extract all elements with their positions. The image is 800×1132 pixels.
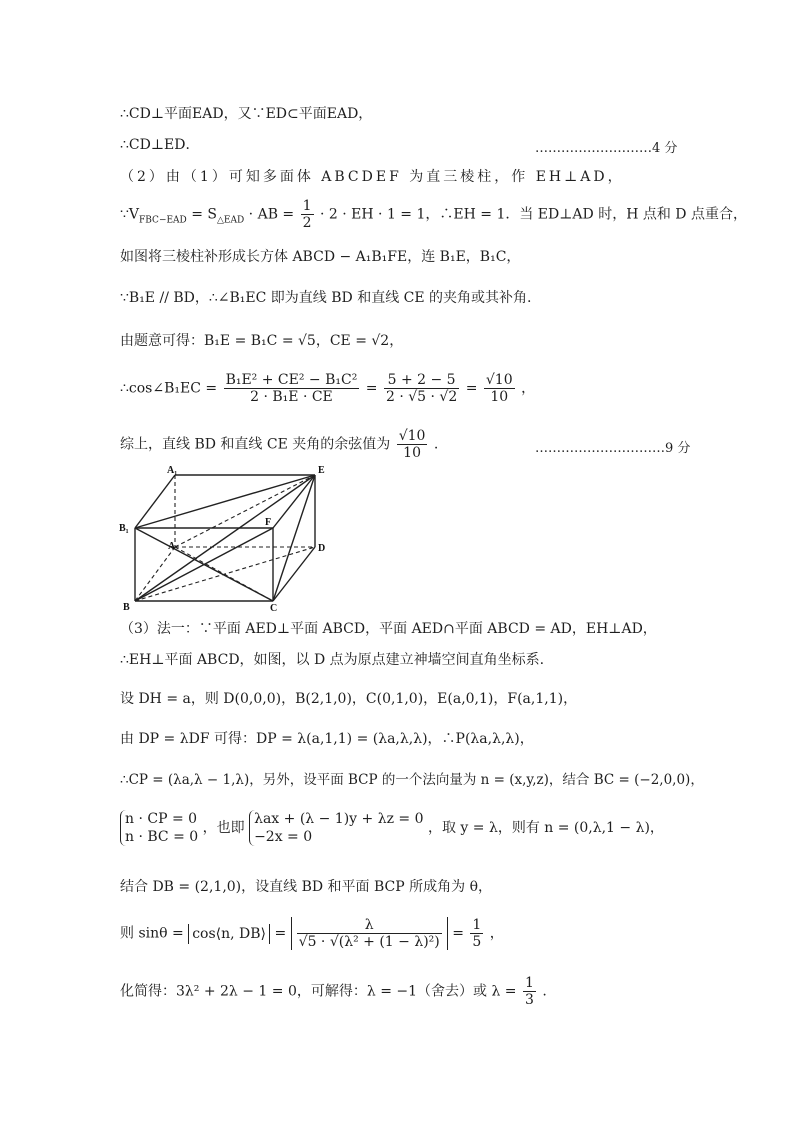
line-15-system: n · CP = 0 n · BC = 0 ，也即 λax + (λ − 1)y + λz = 0 −2x = 0 ，取 y = λ，则有 n = (0,λ,1 − λ)， [120, 810, 664, 846]
line-18: 化简得：3λ² + 2λ − 1 = 0，可解得：λ = −1（舍去）或 λ = $\frac{1}{3}$ . [120, 975, 547, 1008]
line-12: 设 DH = a，则 D(0,0,0)，B(2,1,0)，C(0,1,0)，E(a,0,1)，F(a,1,1)， [120, 691, 578, 707]
label-f: F [265, 517, 272, 528]
label-b1: B₁ [119, 523, 129, 534]
line-1: ∴CD⊥平面EAD，又∵ED⊂平面EAD， [120, 106, 373, 122]
line-2: ∴CD⊥ED． [120, 137, 200, 153]
label-a1: A₁ [167, 465, 178, 476]
label-a: A [168, 541, 176, 552]
line-7: 由题意可得：B₁E = B₁C = √5，CE = √2， [120, 333, 404, 349]
line-16: 结合 DB = (2,1,0)，设直线 BD 和平面 BCP 所成角为 θ， [120, 879, 493, 895]
cuboid-figure [115, 465, 345, 615]
fraction-half: $\frac{1}{2}$ [302, 198, 312, 231]
line-9-summary: 综上，直线 BD 和直线 CE 夹角的余弦值为 $\frac{√10}{10}$ . [120, 428, 439, 461]
line-11: ∴EH⊥平面 ABCD，如图，以 D 点为原点建立神墙空间直角坐标系. [120, 652, 545, 668]
line-17-sine: 则 sinθ = cos⟨n, DB⟩ = $\frac{\lambda}{\text{√5 · √(λ² + (1 − λ)²)}}$ = $\frac{1}{5}$ ， [120, 917, 504, 950]
label-e: E [318, 465, 325, 476]
line-10: （3）法一：∵平面 AED⊥平面 ABCD，平面 AED∩平面 ABCD = AD，EH⊥AD， [120, 621, 657, 637]
line-13: 由 DP = λDF 可得：DP = λ(a,1,1) = (λa,λ,λ)，∴P(λa,λ,λ)， [120, 731, 534, 747]
label-c: C [270, 603, 278, 614]
label-b: B [123, 602, 130, 613]
score-9: …………………………9 分 [535, 441, 691, 456]
line-6: ∵B₁E // BD，∴∠B₁EC 即为直线 BD 和直线 CE 的夹角或其补角. [120, 290, 532, 306]
line-3: （2）由（1）可知多面体 ABCDEF 为直三棱柱，作 EH⊥AD， [120, 169, 625, 185]
line-5: 如图将三棱柱补形成长方体 ABCD − A₁B₁FE，连 B₁E，B₁C， [120, 249, 521, 265]
score-4: ………………………4 分 [535, 141, 678, 156]
line-14: ∴CP = (λa,λ − 1,λ)，另外，设平面 BCP 的一个法向量为 n = (x,y,z)，结合 BC = (−2,0,0)， [120, 772, 704, 788]
line-4: $\because V_{FBC-EAD} = S_{\triangle EAD}$ · AB = $\frac{1}{2}$ · 2 · EH · 1 = 1，∴EH = 1．当 ED⊥AD 时，H 点和 D 点重合， [120, 198, 747, 231]
label-d: D [318, 543, 326, 554]
line-8-cosine: ∴cos∠B₁EC = $\frac{\text{B₁E² + CE² − B₁C²}}{\text{2 · B₁E · CE}}$ = $\frac{5 + 2 - 5}{2 \cdot √5 \cdot √2}$ = $\frac{√10}{10}$ ， [120, 372, 536, 405]
